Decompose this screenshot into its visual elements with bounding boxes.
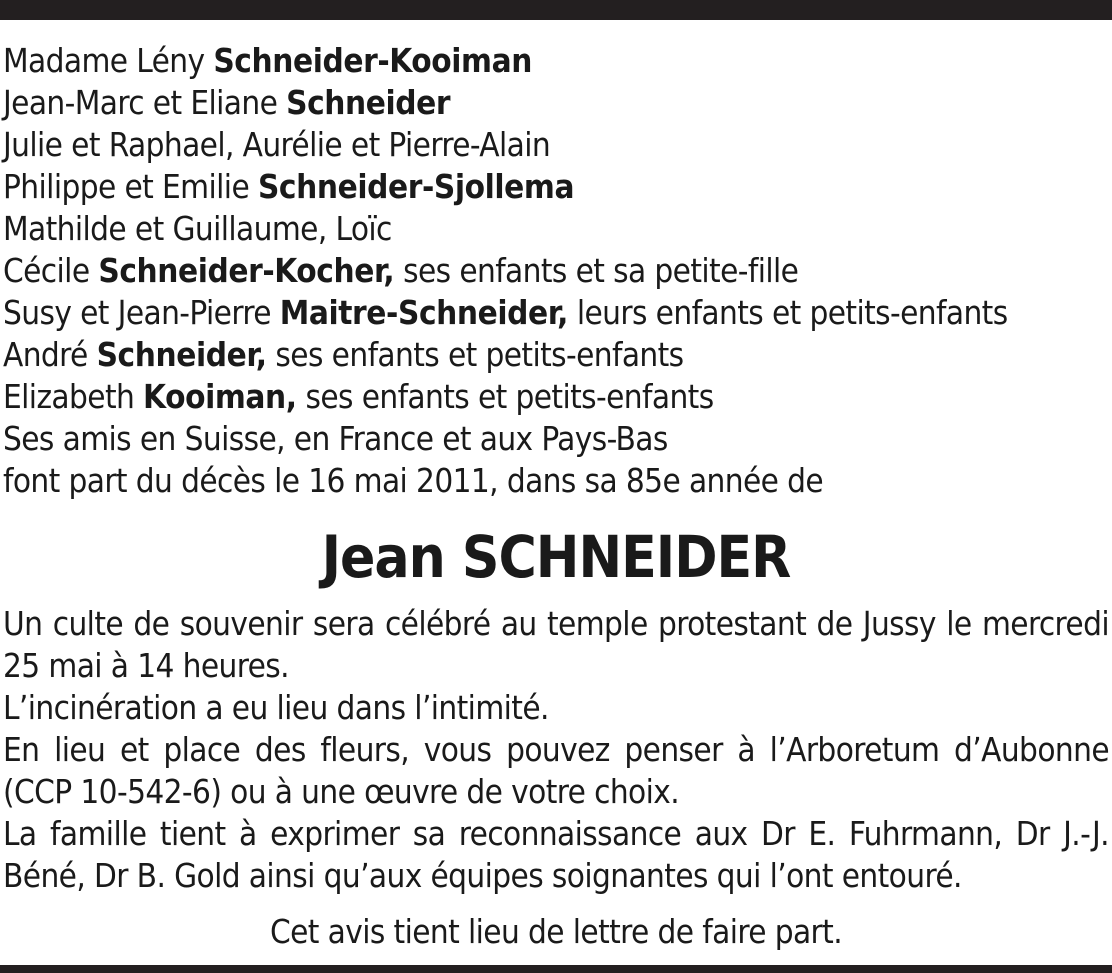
cremation-paragraph: L’incinération a eu lieu dans l’intimité. — [3, 688, 549, 727]
family-line — [3, 82, 1103, 124]
deceased-name: Jean SCHNEIDER — [321, 523, 791, 591]
family-line — [3, 460, 1103, 502]
family-line — [3, 40, 1103, 82]
line-surname: Schneider-Kocher, — [98, 251, 395, 290]
line-suffix: ses enfants et sa petite-fille — [394, 251, 799, 290]
line-text: font part du décès le 16 mai 2011, dans sa 85e année de — [3, 461, 824, 500]
line-suffix: ses enfants et petits-enfants — [266, 335, 684, 374]
line-surname: Schneider — [286, 83, 451, 122]
line-text: Mathilde et Guillaume, Loïc — [3, 209, 392, 248]
closing-note: Cet avis tient lieu de lettre de faire part. — [269, 912, 843, 951]
line-surname: Schneider-Kooiman — [213, 41, 532, 80]
bottom-rule — [0, 965, 1112, 973]
family-list — [3, 40, 1103, 502]
line-text: Madame Lény — [3, 41, 214, 80]
line-text: Ses amis en Suisse, en France et aux Pays-Bas — [3, 419, 668, 458]
line-text: Elizabeth — [3, 377, 144, 416]
line-suffix: leurs enfants et petits-enfants — [568, 293, 1008, 332]
line-suffix: ses enfants et petits-enfants — [296, 377, 714, 416]
family-line — [3, 124, 1103, 166]
family-line — [3, 292, 1103, 334]
line-text: Cécile — [3, 251, 99, 290]
line-text: Susy et Jean-Pierre — [3, 293, 280, 332]
line-surname: Schneider, — [96, 335, 267, 374]
donation-paragraph: En lieu et place des fleurs, vous pouvez penser à l’Arboretum d’Aubonne (CCP 10-542-6) ou à une œuvre de votre choix. — [3, 730, 1109, 811]
line-text: Philippe et Emilie — [3, 167, 258, 206]
family-line — [3, 334, 1103, 376]
line-text: André — [3, 335, 97, 374]
ceremony-paragraph: Un culte de souvenir sera célébré au temple protestant de Jussy le mercredi 25 mai à 14 heures. — [3, 604, 1109, 685]
family-line — [3, 418, 1103, 460]
notice-body — [3, 603, 1109, 897]
family-line — [3, 166, 1103, 208]
line-surname: Schneider-Sjollema — [257, 167, 575, 206]
line-text: Jean-Marc et Eliane — [3, 83, 287, 122]
family-line — [3, 376, 1103, 418]
line-surname: Maitre-Schneider, — [279, 293, 569, 332]
family-line — [3, 208, 1103, 250]
top-rule — [0, 0, 1112, 20]
line-text: Julie et Raphael, Aurélie et Pierre-Alain — [3, 125, 551, 164]
thanks-paragraph: La famille tient à exprimer sa reconnaissance aux Dr E. Fuhrmann, Dr J.-J. Béné, Dr B. Gold ainsi qu’aux équipes soignantes qui l’ont entouré. — [3, 814, 1109, 895]
family-line — [3, 250, 1103, 292]
line-surname: Kooiman, — [143, 377, 297, 416]
